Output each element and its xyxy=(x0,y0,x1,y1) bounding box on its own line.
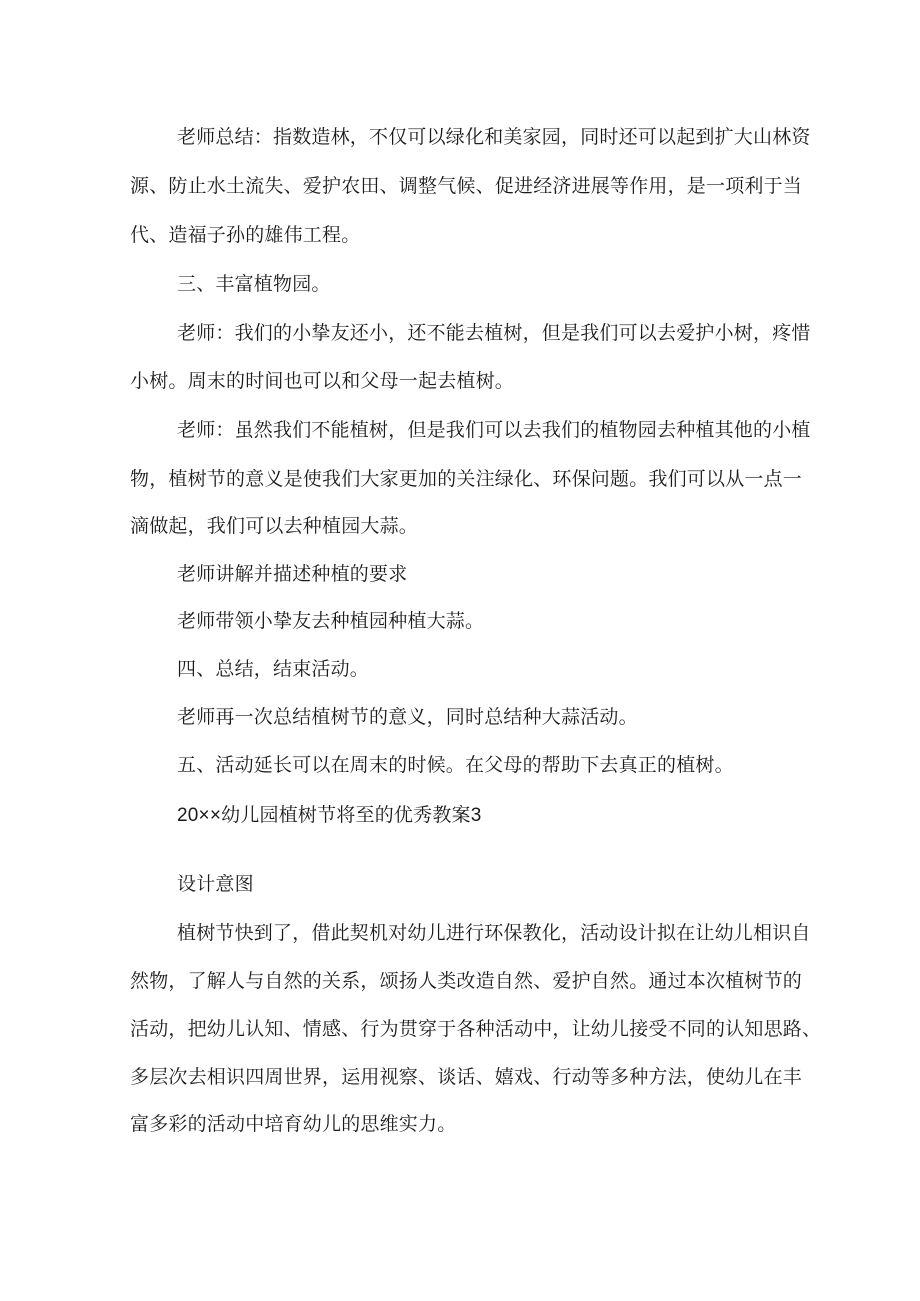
paragraph-line: 老师带领小挚友去种植园种植大蒜。 xyxy=(177,610,485,632)
paragraph-line: 老师再一次总结植树节的意义，同时总结种大蒜活动。 xyxy=(177,706,638,728)
paragraph-line: 多层次去相识四周世界，运用视察、谈话、嬉戏、行动等多种方法，使幼儿在丰 xyxy=(130,1066,803,1088)
paragraph-line: 老师：我们的小挚友还小，还不能去植树，但是我们可以去爱护小树，疼惜 xyxy=(177,322,811,344)
lesson-plan-title: 20××幼儿园植树节将至的优秀教案3 xyxy=(177,805,482,826)
paragraph-line: 老师：虽然我们不能植树，但是我们可以去我们的植物园去种植其他的小植 xyxy=(177,419,811,441)
paragraph-line: 物，植树节的意义是使我们大家更加的关注绿化、环保问题。我们可以从一点一 xyxy=(130,468,803,490)
section-heading: 四、总结，结束活动。 xyxy=(177,658,370,680)
paragraph-line: 源、防止水土流失、爱护农田、调整气候、促进经济进展等作用，是一项利于当 xyxy=(130,175,803,197)
paragraph-line: 代、造福子孙的雄伟工程。 xyxy=(130,224,361,246)
paragraph-line: 小树。周末的时间也可以和父母一起去植树。 xyxy=(130,370,515,392)
paragraph-line: 老师讲解并描述种植的要求 xyxy=(177,563,408,585)
paragraph-line: 活动，把幼儿认知、情感、行为贯穿于各种活动中，让幼儿接受不同的认知思路、 xyxy=(130,1018,822,1040)
subheading-design-intent: 设计意图 xyxy=(177,874,254,895)
paragraph-line: 滴做起，我们可以去种植园大蒜。 xyxy=(130,515,419,537)
section-heading: 三、丰富植物园。 xyxy=(177,273,331,295)
section-heading: 五、活动延长可以在周末的时候。在父母的帮助下去真正的植树。 xyxy=(177,754,734,776)
paragraph-line: 然物，了解人与自然的关系，颂扬人类改造自然、爱护自然。通过本次植树节的 xyxy=(130,970,803,992)
paragraph-line: 植树节快到了，借此契机对幼儿进行环保教化，活动设计拟在让幼儿相识自 xyxy=(177,922,811,944)
paragraph-line: 老师总结：指数造林，不仅可以绿化和美家园，同时还可以起到扩大山林资 xyxy=(177,126,811,148)
paragraph-line: 富多彩的活动中培育幼儿的思维实力。 xyxy=(130,1113,457,1135)
